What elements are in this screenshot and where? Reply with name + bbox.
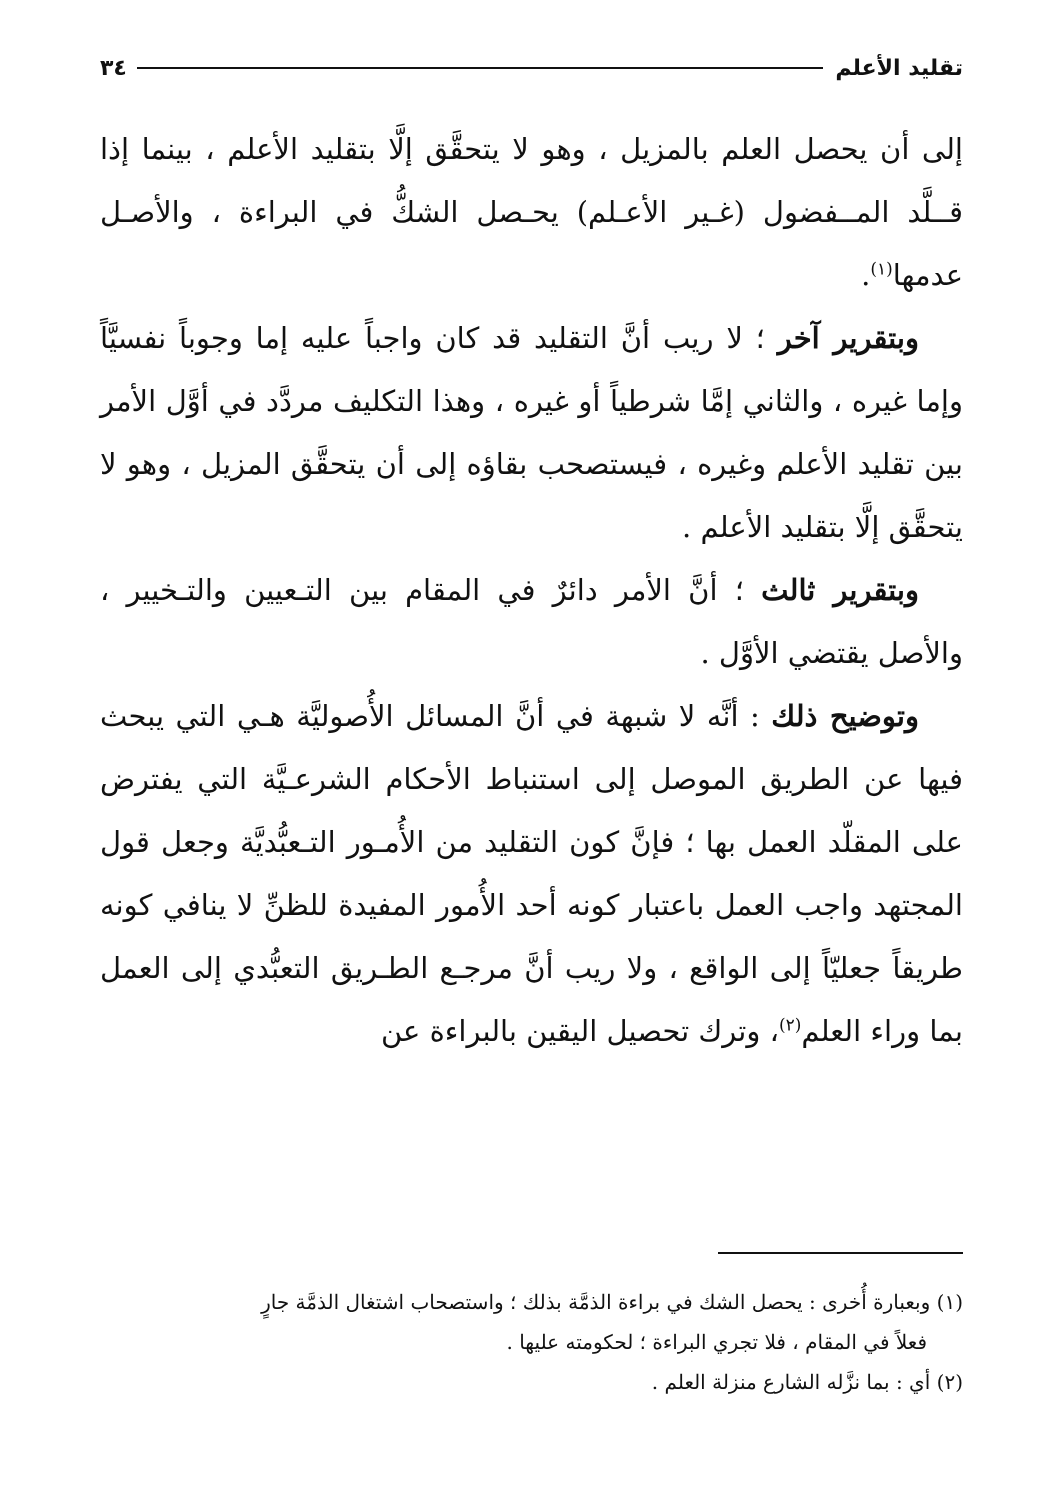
main-text (100, 118, 963, 1063)
paragraph-text: : أنَّه لا شبهة في أنَّ المسائل الأُصوليَّة هـي التي يبحث فيها عن الطريق الموصل إلى استنباط الأحكام الشرعـيَّة التي يفترض على المقلّد العمل بها ؛ فإنَّ كون التقليد من الأُمـور التـعبُّديَّة وجعل قول المجتهد واجب العمل باعتبار كونه أحد الأُمور المفيدة للظنِّ لا ينافي كونه طريقاً جعليّاً إلى الواقع ، ولا ريب أنَّ مرجـع الطـريق التعبُّدي إلى العمل بما وراء العلم (100, 699, 963, 1048)
footnote-2 (100, 1362, 963, 1402)
footnote-divider (718, 1252, 963, 1254)
header-rule (137, 67, 824, 69)
paragraph-2 (100, 307, 963, 559)
paragraph-text: ؛ أنَّ الأمر دائرٌ في المقام بين التـعيين والتـخيير ، والأصل يقتضي الأوَّل . (100, 573, 963, 670)
footnote-1 (100, 1282, 963, 1362)
paragraph-lead: وتوضيح ذلك (771, 699, 919, 733)
paragraph-tail: . (861, 258, 871, 292)
paragraph-text: إلى أن يحصل العلم بالمزيل ، وهو لا يتحقَّق إلَّا بتقليد الأعلم ، بينما إذا قــلَّد المــفضول (غـير الأعـلم) يحـصل الشكُّ في البراءة ، والأصـل عدمها (100, 132, 963, 292)
paragraph-tail: ، وترك تحصيل اليقين بالبراءة عن (380, 1014, 779, 1048)
page-number: ٣٤ (100, 55, 127, 81)
footnote-ref-2[interactable]: (٢) (778, 1015, 802, 1036)
paragraph-1 (100, 118, 963, 307)
footnote-text: وبعبارة أُخرى : يحصل الشك في براءة الذمَّة بذلك ؛ واستصحاب اشتغال الذمَّة جارٍ (261, 1290, 931, 1314)
paragraph-3 (100, 559, 963, 685)
running-header (100, 48, 963, 88)
footnotes (100, 1282, 963, 1402)
paragraph-lead: وبتقرير ثالث (761, 573, 919, 607)
footnote-text: أي : بما نزَّله الشارع منزلة العلم . (651, 1370, 931, 1394)
paragraph-text: ؛ لا ريب أنَّ التقليد قد كان واجباً عليه إما وجوباً نفسيَّاً وإما غيره ، والثاني إمَّا شرطياً أو غيره ، وهذا التكليف مردَّد في أوَّل الأمر بين تقليد الأعلم وغيره ، فيستصحب بقاؤه إلى أن يتحقَّق المزيل ، وهو لا يتحقَّق إلَّا بتقليد الأعلم . (100, 321, 963, 544)
paragraph-4 (100, 685, 963, 1063)
footnote-marker: (١) (936, 1290, 963, 1314)
footnote-marker: (٢) (936, 1370, 963, 1394)
running-title: تقليد الأعلم (835, 55, 963, 81)
footnote-ref-1[interactable]: (١) (870, 259, 893, 280)
paragraph-lead: وبتقرير آخر (777, 321, 919, 355)
footnote-continuation: فعلاً في المقام ، فلا تجري البراءة ؛ لحكومته عليها . (506, 1330, 927, 1354)
